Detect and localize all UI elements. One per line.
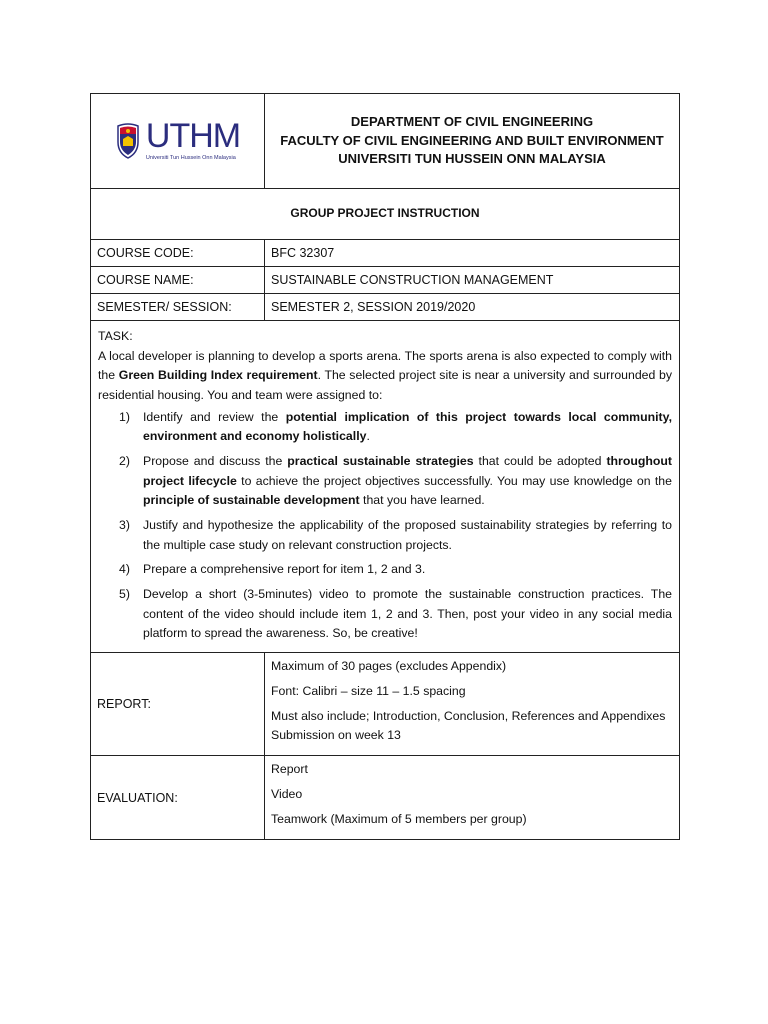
instruction-document (90, 93, 679, 840)
task-item: 3) Justify and hypothesize the applicability of the proposed sustainability strategies by referring to the multiple case study on relevant construction projects. (119, 518, 672, 552)
course-name-label: COURSE NAME: (91, 267, 265, 294)
task-item: 2) Propose and discuss the practical sustainable strategies that could be adopted throughout project lifecycle to achieve the project objectives successfully. You may use knowledge on the principle of sustainable development that you have learned. (119, 454, 672, 508)
semester-label: SEMESTER/ SESSION: (91, 294, 265, 321)
report-line: Maximum of 30 pages (excludes Appendix) (271, 659, 507, 674)
report-line: Submission on week 13 (271, 728, 401, 743)
instruction-table (90, 93, 680, 840)
evaluation-label: EVALUATION: (91, 756, 265, 840)
evaluation-line: Video (271, 787, 303, 802)
task-cell (91, 321, 680, 653)
task-heading: TASK: (98, 329, 133, 343)
task-item: 1) Identify and review the potential implication of this project towards local community, environment and economy holistically. (119, 409, 672, 444)
uthm-crest-icon (115, 122, 141, 160)
evaluation-details (265, 756, 680, 840)
logo-wordmark: UTHM (145, 117, 241, 156)
department-name: DEPARTMENT OF CIVIL ENGINEERING (350, 113, 594, 129)
task-item: 5) Develop a short (3-5minutes) video to promote the sustainable construction practices. The content of the video should include item 1, 2 and 3. Then, post your video in any social media platform to spread the awareness. So, be creative! (119, 587, 672, 641)
evaluation-line: Report (271, 762, 308, 777)
report-line: Font: Calibri – size 11 – 1.5 spacing (271, 684, 466, 699)
report-label: REPORT: (91, 653, 265, 756)
header-text-cell (265, 94, 680, 189)
uthm-logo (92, 119, 263, 162)
task-item: 4) Prepare a comprehensive report for item 1, 2 and 3. (119, 562, 426, 577)
task-intro: A local developer is planning to develop a sports arena. The sports arena is also expected to comply with the Green Building Index requirement. The selected project site is near a university and surrounded by residential housing. You and team were assigned to: (98, 348, 672, 403)
title-row (91, 189, 680, 240)
header-row (91, 94, 680, 189)
info-row-course-code (91, 240, 680, 267)
course-code-value: BFC 32307 (265, 240, 680, 267)
logo-cell (91, 94, 265, 189)
university-name: UNIVERSITI TUN HUSSEIN ONN MALAYSIA (338, 151, 606, 167)
task-row (91, 321, 680, 653)
info-row-semester (91, 294, 680, 321)
course-code-label: COURSE CODE: (91, 240, 265, 267)
faculty-name: FACULTY OF CIVIL ENGINEERING AND BUILT ENVIRONMENT (280, 132, 664, 148)
report-row (91, 653, 680, 756)
evaluation-row (91, 756, 680, 840)
report-line: Must also include; Introduction, Conclusion, References and Appendixes (271, 709, 666, 724)
report-details (265, 653, 680, 756)
document-title: GROUP PROJECT INSTRUCTION (91, 189, 680, 240)
evaluation-line: Teamwork (Maximum of 5 members per group) (271, 812, 527, 827)
task-list (98, 408, 672, 644)
logo-subtitle: Universiti Tun Hussein Onn Malaysia (145, 155, 236, 162)
info-row-course-name (91, 267, 680, 294)
semester-value: SEMESTER 2, SESSION 2019/2020 (265, 294, 680, 321)
course-name-value: SUSTAINABLE CONSTRUCTION MANAGEMENT (265, 267, 680, 294)
